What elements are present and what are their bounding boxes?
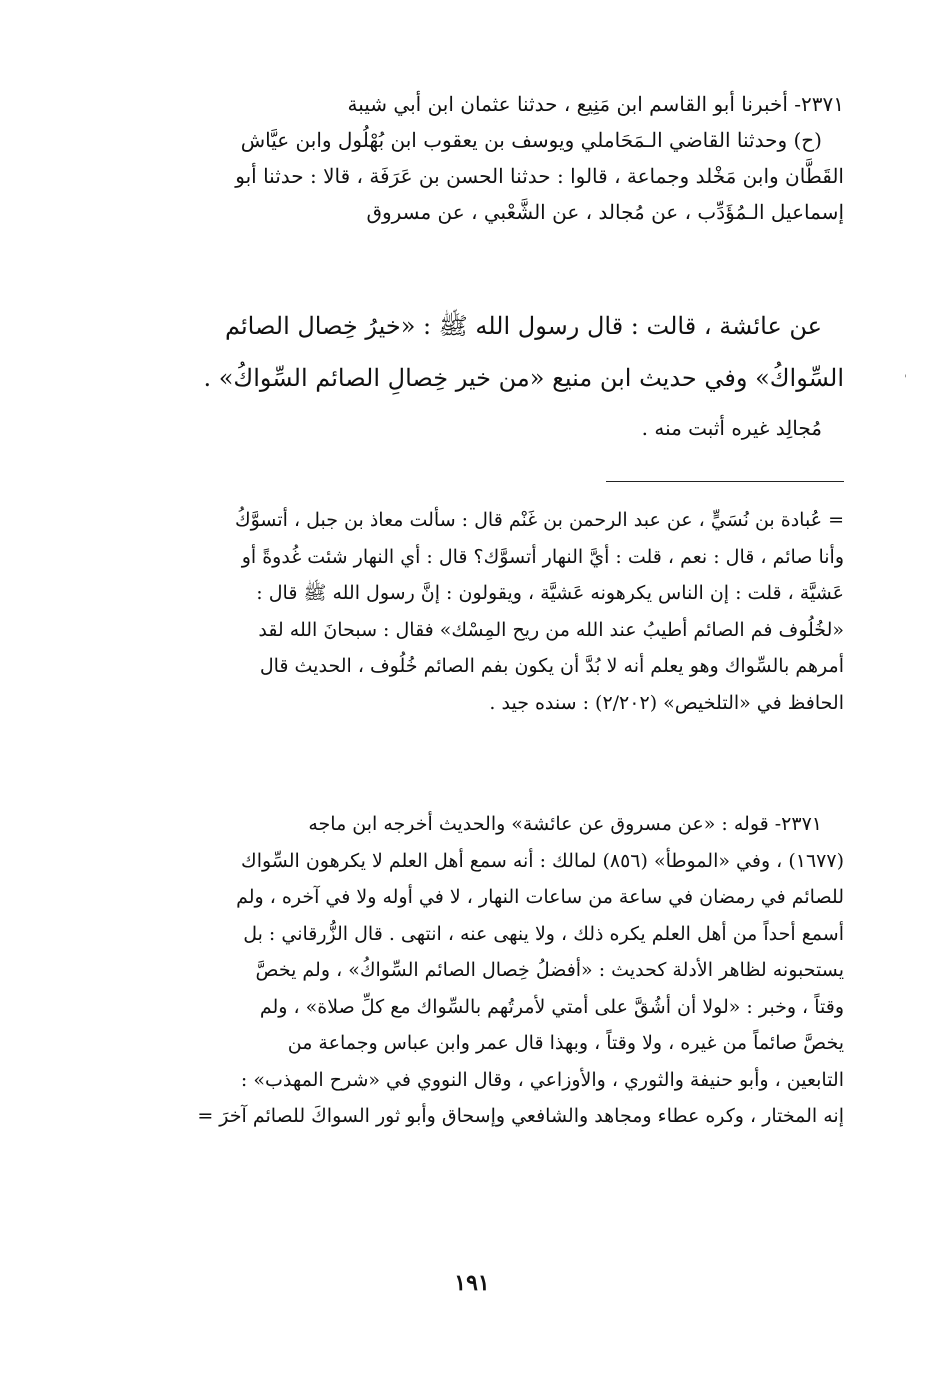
- hadith-isnad: [128, 86, 844, 230]
- matn-line: السِّواكُ» وفي حديث ابن منيع «من خير خِصالِ الصائم السِّواكُ» .: [203, 364, 844, 392]
- footnote-line: «لخُلُوف فم الصائم أطيبُ عند الله من ريح المِسْك» فقال : سبحانَ الله لقد: [258, 618, 844, 641]
- isnad-line: ٢٣٧١- أخبرنا أبو القاسم ابن مَنِيع ، حدثنا عثمان ابن أبي شيبة: [347, 92, 844, 116]
- footnote-line: إنه المختار ، وكره عطاء ومجاهد والشافعي وإسحاق وأبو ثور السواكَ للصائم آخرَ =: [197, 1105, 844, 1127]
- footnote-line: التابعين ، وأبو حنيفة والثوري ، والأوزاعي ، وقال النووي في «شرح المهذب» :: [240, 1068, 844, 1091]
- footnote-2371: [128, 806, 844, 1135]
- footnote-line: وأنا صائم ، قال : نعم ، قلت : أيَّ النهار أتسوَّك؟ قال : أي النهار شئت غُدوةً أو: [241, 545, 844, 568]
- note-line: مُجالِد غيره أثبت منه .: [641, 416, 822, 440]
- footnote-line: وقتاً ، وخبر : «لولا أن أشُقَّ على أمتي لأمرتُهم بالسِّواك مع كلِّ صلاة» ، ولم: [259, 995, 844, 1018]
- narrator-note: [128, 416, 844, 440]
- footnote-line: (١٦٧٧) ، وفي «الموطأ» (٨٥٦) لمالك : أنه سمع أهل العلم لا يكرهون السِّواك: [241, 849, 844, 872]
- isnad-line: إسماعيل الـمُؤَدِّب ، عن مُجالد ، عن الشَّعْبي ، عن مسروق: [366, 200, 844, 224]
- isnad-line: القَطَّان وابن مَخْلد وجماعة ، قالوا : حدثنا الحسن بن عَرَفَة ، قالا : حدثنا أبو: [235, 164, 844, 188]
- footnote-line: أسمع أحداً من أهل العلم يكره ذلك ، ولا ينهى عنه ، انتهى . قال الزُّرقاني : بل: [243, 922, 844, 945]
- footnote-line: للصائم في رمضان في ساعة من ساعات النهار ، لا في أوله ولا في آخره ، ولم: [236, 886, 844, 908]
- footnote-line: = عُبادة بن نُسَيٍّ ، عن عبد الرحمن بن غَنْم قال : سألت معاذ بن جبل ، أتسوَّكُ: [234, 509, 844, 531]
- isnad-line: (ح) وحدثنا القاضي الـمَحَاملي ويوسف بن يعقوب ابن بُهْلُول وابن عيَّاش: [240, 128, 822, 152]
- footnote-continued: [128, 502, 844, 721]
- margin-mark: ': [904, 374, 907, 385]
- footnote-line: يستحبونه لظاهر الأدلة كحديث : «أفضلُ خِصال الصائم السِّواكُ» ، ولم يخصَّ: [255, 959, 844, 981]
- hadith-matn: [128, 300, 844, 404]
- page-number: ١٩١: [454, 1270, 490, 1296]
- matn-line: عن عائشة ، قالت : قال رسول الله ﷺ : «خيرُ خِصال الصائم: [224, 312, 822, 340]
- footnote-line: يخصَّ صائماً من غيره ، ولا وقتاً ، وبهذا قال عمر وابن عباس وجماعة من: [287, 1032, 844, 1054]
- footnote-separator: [606, 481, 844, 482]
- footnote-line: أمرهم بالسِّواك وهو يعلم أنه لا بُدَّ أن يكون بفم الصائم خُلُوف ، الحديث قال: [259, 655, 844, 677]
- footnote-line: ٢٣٧١- قوله : «عن مسروق عن عائشة» والحديث أخرجه ابن ماجه: [308, 813, 822, 835]
- footnote-line: عَشيَّة ، قلت : إن الناس يكرهونه عَشيَّة ، ويقولون : إنَّ رسول الله ﷺ قال :: [256, 582, 844, 604]
- footnote-line: الحافظ في «التلخيص» (٢/٢٠٢) : سنده جيد .: [489, 691, 844, 714]
